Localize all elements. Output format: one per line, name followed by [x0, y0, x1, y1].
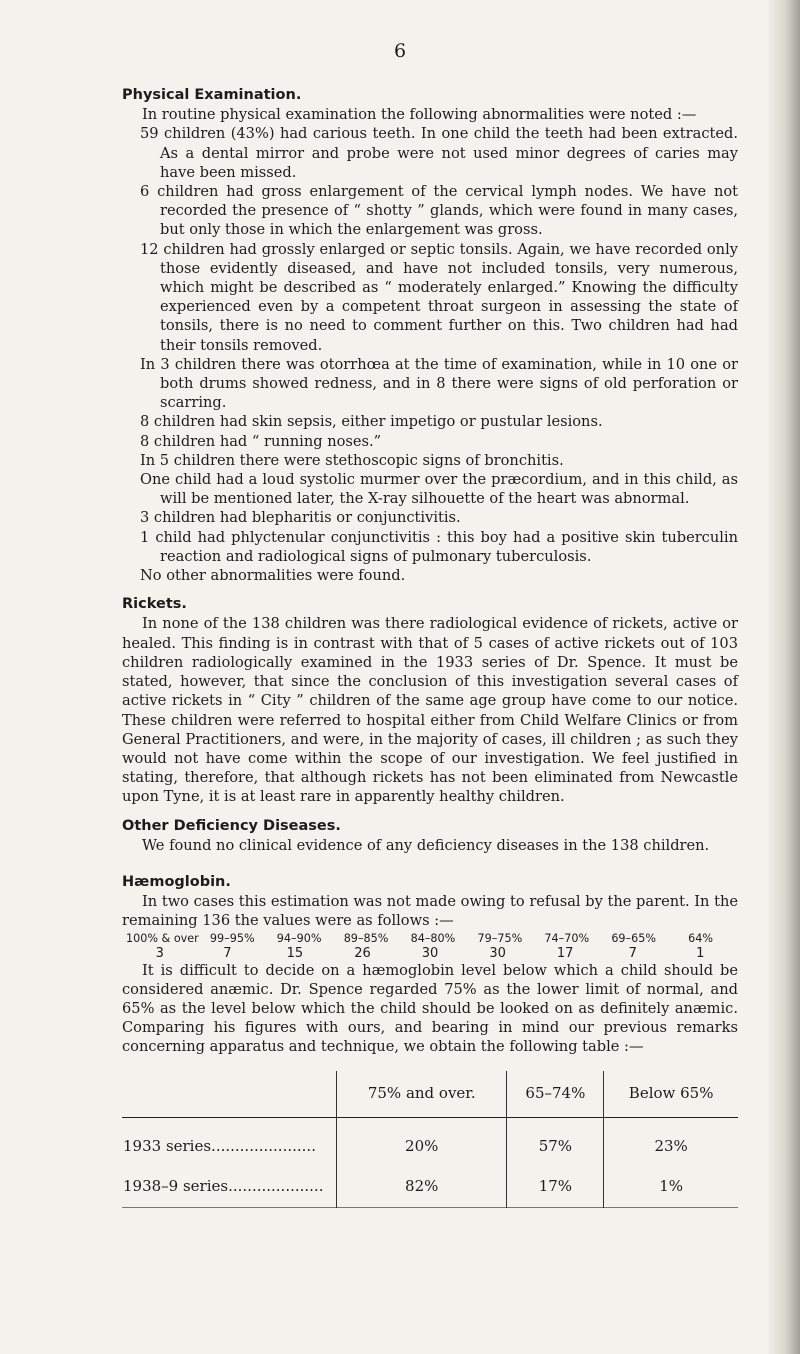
haemoglobin-count: 17	[556, 945, 574, 961]
table-header-cell: 75% and over.	[337, 1071, 507, 1118]
section-gap	[122, 855, 738, 873]
haemoglobin-count: 26	[354, 945, 371, 961]
haemoglobin-count: 7	[628, 945, 637, 961]
haemoglobin-discussion: It is difficult to decide on a hæmoglobin level below which a child should be considered anæmic. Dr. Spence regarded 75% as the lower limit of normal, and 65% as the level below which the child should be looked on as definitely anæmic. Comparing his figures with ours, and bearing in mind our previous remarks concerning apparatus and technique, we obtain the following table :—	[122, 961, 738, 1056]
heading-other-deficiency-diseases: Other Deficiency Diseases.	[122, 817, 341, 834]
table-header-cell: 65–74%	[507, 1071, 604, 1118]
physical-item-lymph-nodes: 6 children had gross enlargement of the cervical lymph nodes. We have not recorded the presence of “ shotty ” glands, which were found in many cases, but only those in which the enlargement was gross.	[140, 183, 738, 239]
haemoglobin-level: 74–70%	[544, 931, 590, 945]
haemoglobin-level: 94–90%	[276, 931, 322, 945]
physical-item-otorrhoea: In 3 children there was otorrhœa at the time of examination, while in 10 one or both drums showed redness, and in 8 there were signs of old perforation or scarring.	[140, 355, 738, 412]
table-cell: 82%	[337, 1167, 507, 1208]
haemoglobin-level: 89–85%	[343, 931, 389, 945]
haemoglobin-count: 30	[489, 945, 506, 961]
physical-item-no-other: No other abnormalities were found.	[140, 567, 406, 585]
physical-item-murmur: One child had a loud systolic murmer over the præcordium, and in this child, as will be mentioned later, the X-ray silhouette of the heart was abnormal.	[140, 471, 738, 508]
table-row	[122, 1117, 738, 1167]
physical-item-bronchitis: In 5 children there were stethoscopic signs of bronchitis.	[140, 451, 564, 469]
physical-item-phlyctenular: 1 child had phlyctenular conjunctivitis : this boy had a positive skin tuberculin reaction and radiological signs of pulmonary tuberculosis.	[140, 528, 738, 565]
haemoglobin-count: 30	[421, 945, 439, 961]
table-header-cell	[122, 1071, 337, 1118]
section-gap	[122, 585, 738, 595]
haemoglobin-level: 79–75%	[477, 931, 523, 945]
table-cell: 23%	[604, 1117, 738, 1167]
page-edge-shadow	[766, 0, 800, 1354]
heading-physical-examination: Physical Examination.	[122, 87, 302, 103]
haemoglobin-levels-row	[122, 931, 738, 946]
heading-rickets: Rickets.	[122, 596, 187, 613]
rickets-paragraph: In none of the 138 children was there radiological evidence of rickets, active or healed. This finding is in contrast with that of 5 cases of active rickets out of 103 children radiologically examined in the 1933 series of Dr. Spence. It must be stated, however, that since the conclusion of this investigation several cases of active rickets in “ City ” children of the same age group have come to our notice. These children were referred to hospital either from Child Welfare Clinics or from General Practitioners, and were, in the majority of cases, ill children ; as such they would not have come within the scope of our investigation. We feel justified in stating, therefore, that although rickets has not been eliminated from Newcastle upon Tyne, it is at least rare in apparently healthy children.	[122, 615, 738, 806]
anaemia-comparison-table	[122, 1071, 738, 1208]
table-cell: 57%	[507, 1117, 604, 1167]
heading-haemoglobin: Hæmoglobin.	[122, 873, 231, 890]
page-number: 6	[393, 40, 407, 62]
haemoglobin-level: 64%	[688, 931, 714, 945]
haemoglobin-level: 100% & over	[126, 931, 199, 945]
haemoglobin-count: 3	[155, 945, 164, 961]
table-row	[122, 1167, 738, 1208]
haemoglobin-intro: In two cases this estimation was not made owing to refusal by the parent. In the remaining 136 the values were as follows :—	[122, 893, 738, 930]
physical-item-skin-sepsis: 8 children had skin sepsis, either impetigo or pustular lesions.	[140, 413, 603, 431]
haemoglobin-count: 1	[696, 945, 705, 961]
table-cell: 17%	[507, 1167, 604, 1208]
haemoglobin-level: 69–65%	[611, 931, 657, 945]
haemoglobin-level: 99–95%	[209, 931, 255, 945]
physical-item-running-noses: 8 children had “ running noses.”	[140, 432, 382, 450]
table-header-row	[122, 1071, 738, 1118]
section-gap	[122, 807, 738, 817]
physical-item-blepharitis: 3 children had blepharitis or conjunctivitis.	[140, 509, 461, 527]
haemoglobin-count: 15	[286, 945, 304, 961]
table-cell-series: 1933 series......................	[123, 1136, 316, 1155]
haemoglobin-counts-row	[122, 946, 738, 961]
document-body	[122, 86, 738, 1208]
table-cell: 1%	[604, 1167, 738, 1208]
physical-intro: In routine physical examination the following abnormalities were noted :—	[142, 106, 697, 124]
haemoglobin-level: 84–80%	[410, 931, 456, 945]
table-cell-series: 1938–9 series....................	[123, 1176, 324, 1195]
deficiency-paragraph: We found no clinical evidence of any deficiency diseases in the 138 children.	[142, 836, 710, 854]
table-cell: 20%	[337, 1117, 507, 1167]
haemoglobin-count: 7	[223, 945, 232, 961]
physical-item-tonsils: 12 children had grossly enlarged or septic tonsils. Again, we have recorded only those evidently diseased, and have not included tonsils, very numerous, which might be described as “ moderately enlarged.” Knowing the difficulty experienced even by a competent throat surgeon in assessing the state of tonsils, there is no need to comment further on this. Two children had had their tonsils removed.	[140, 240, 738, 354]
physical-item-carious-teeth: 59 children (43%) had carious teeth. In one child the teeth had been extracted. As a dental mirror and probe were not used minor degrees of caries may have been missed.	[140, 125, 738, 181]
table-header-cell: Below 65%	[604, 1071, 738, 1118]
